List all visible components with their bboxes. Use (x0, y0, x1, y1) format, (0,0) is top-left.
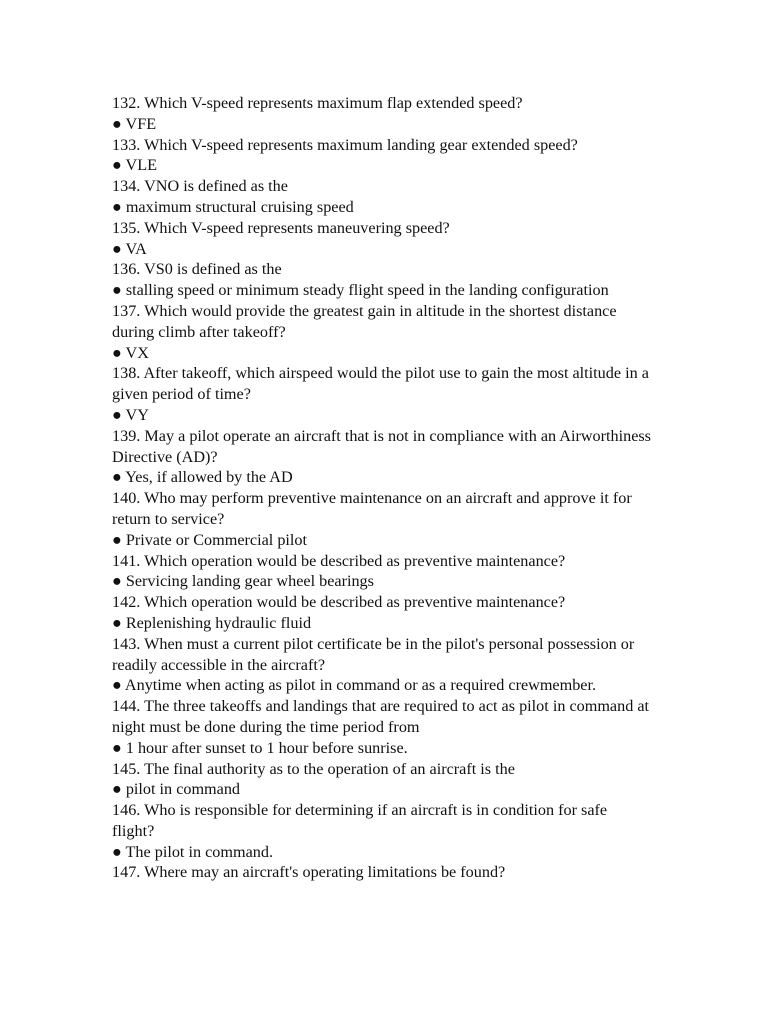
question-text: 138. After takeoff, which airspeed would the pilot use to gain the most altitude in a given period of time? (112, 364, 649, 404)
document-page (112, 93, 652, 883)
question-text: 133. Which V-speed represents maximum landing gear extended speed? (112, 135, 578, 154)
question-text: 147. Where may an aircraft's operating limitations be found? (112, 863, 506, 882)
qa-item-140 (112, 488, 652, 550)
qa-item-138 (112, 363, 652, 425)
answer-text: ● Private or Commercial pilot (112, 530, 307, 549)
qa-item-139 (112, 426, 652, 488)
answer-text: ● maximum structural cruising speed (112, 197, 354, 216)
qa-item-142 (112, 592, 652, 634)
answer-text: ● VFE (112, 114, 157, 133)
answer-text: ● Replenishing hydraulic fluid (112, 613, 312, 632)
question-text: 136. VS0 is defined as the (112, 260, 282, 279)
qa-item-135 (112, 218, 652, 260)
qa-item-145 (112, 759, 652, 801)
answer-text: ● pilot in command (112, 780, 241, 799)
answer-text: ● VA (112, 239, 147, 258)
question-text: 145. The final authority as to the operation of an aircraft is the (112, 759, 515, 778)
answer-text: ● 1 hour after sunset to 1 hour before sunrise. (112, 738, 408, 757)
question-text: 135. Which V-speed represents maneuvering speed? (112, 218, 450, 237)
qa-item-133 (112, 135, 652, 177)
answer-text: ● Servicing landing gear wheel bearings (112, 572, 374, 591)
qa-item-134 (112, 176, 652, 218)
question-text: 132. Which V-speed represents maximum flap extended speed? (112, 94, 523, 112)
qa-item-137 (112, 301, 652, 363)
qa-item-147 (112, 862, 652, 883)
question-text: 144. The three takeoffs and landings that are required to act as pilot in command at night must be done during the time period from (112, 697, 650, 736)
qa-item-143 (112, 634, 652, 696)
answer-text: ● stalling speed or minimum steady flight speed in the landing configuration (112, 281, 609, 300)
question-text: 134. VNO is defined as the (112, 177, 288, 196)
answer-text: ● Anytime when acting as pilot in command or as a required crewmember. (112, 676, 597, 695)
answer-text: ● The pilot in command. (112, 842, 273, 861)
qa-item-146 (112, 800, 652, 862)
question-text: 140. Who may perform preventive maintenance on an aircraft and approve it for return to service? (112, 489, 632, 528)
question-text: 137. Which would provide the greatest gain in altitude in the shortest distance during climb after takeoff? (112, 301, 617, 341)
question-text: 139. May a pilot operate an aircraft that is not in compliance with an Airworthiness Directive (AD)? (112, 426, 651, 466)
question-text: 142. Which operation would be described as preventive maintenance? (112, 593, 566, 612)
answer-text: ● Yes, if allowed by the AD (112, 468, 293, 487)
qa-item-136 (112, 259, 652, 301)
question-text: 146. Who is responsible for determining if an aircraft is in condition for safe flight? (112, 801, 608, 840)
answer-text: ● VY (112, 405, 149, 424)
qa-item-144 (112, 696, 652, 758)
question-text: 141. Which operation would be described as preventive maintenance? (112, 551, 566, 570)
qa-item-141 (112, 551, 652, 593)
answer-text: ● VLE (112, 156, 157, 175)
question-text: 143. When must a current pilot certificate be in the pilot's personal possession or readily accessible in the aircraft? (112, 634, 635, 674)
answer-text: ● VX (112, 343, 149, 362)
qa-item-132 (112, 93, 652, 135)
